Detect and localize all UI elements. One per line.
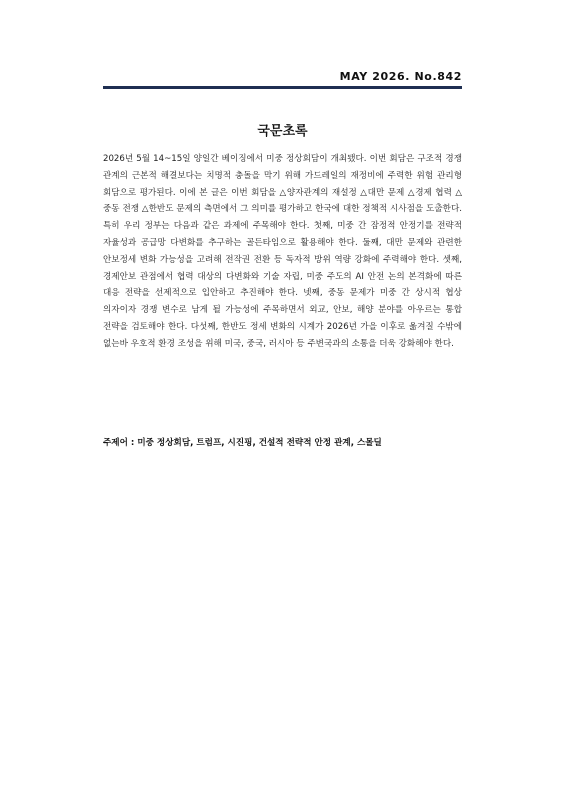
abstract-body: 2026년 5월 14~15일 양일간 베이징에서 미중 정상회담이 개최됐다. 이번 회담은 구조적 경쟁 관계의 근본적 해결보다는 치명적 충돌을 막기 위해 가드레일의 재정비에 주력한 위험 관리형 회담으로 평가된다. 이에 본 글은 이번 회담을 △양자관계의 재설정 △대만 문제 △경제 협력 △중동 전쟁 △한반도 문제의 측면에서 그 의미를 평가하고 한국에 대한 정책적 시사점을 도출한다. 특히 우리 정부는 다음과 같은 과제에 주목해야 한다. 첫째, 미중 간 잠정적 안정기를 전략적 자율성과 공급망 다변화를 추구하는 골든타임으로 활용해야 한다. 둘째, 대만 문제와 관련한 안보정세 변화 가능성을 고려해 전작권 전환 등 독자적 방위 역량 강화에 주력해야 한다. 셋째, 경제안보 관점에서 협력 대상의 다변화와 기술 자립, 미중 주도의 AI 안전 논의 본격화에 따른 대응 전략을 선제적으로 입안하고 추진해야 한다. 넷째, 중동 문제가 미중 간 상시적 협상 의자이자 경쟁 변수로 남게 될 가능성에 주목하면서 외교, 안보, 해양 분야를 아우르는 통합 전략을 검토해야 한다. 다섯째, 한반도 정세 변화의 시계가 2026년 가을 이후로 옮겨질 수밖에 없는바 우호적 환경 조성을 위해 미국, 중국, 러시아 등 주변국과의 소통을 더욱 강화해야 한다.	[103, 154, 462, 349]
keywords-line: 주제어 : 미중 정상회담, 트럼프, 시진핑, 건설적 전략적 안정 관계, 스몰딜	[103, 438, 382, 448]
header-divider	[103, 86, 462, 89]
issue-label: MAY 2026. No.842	[339, 70, 462, 83]
abstract-title: 국문초록	[257, 124, 308, 139]
